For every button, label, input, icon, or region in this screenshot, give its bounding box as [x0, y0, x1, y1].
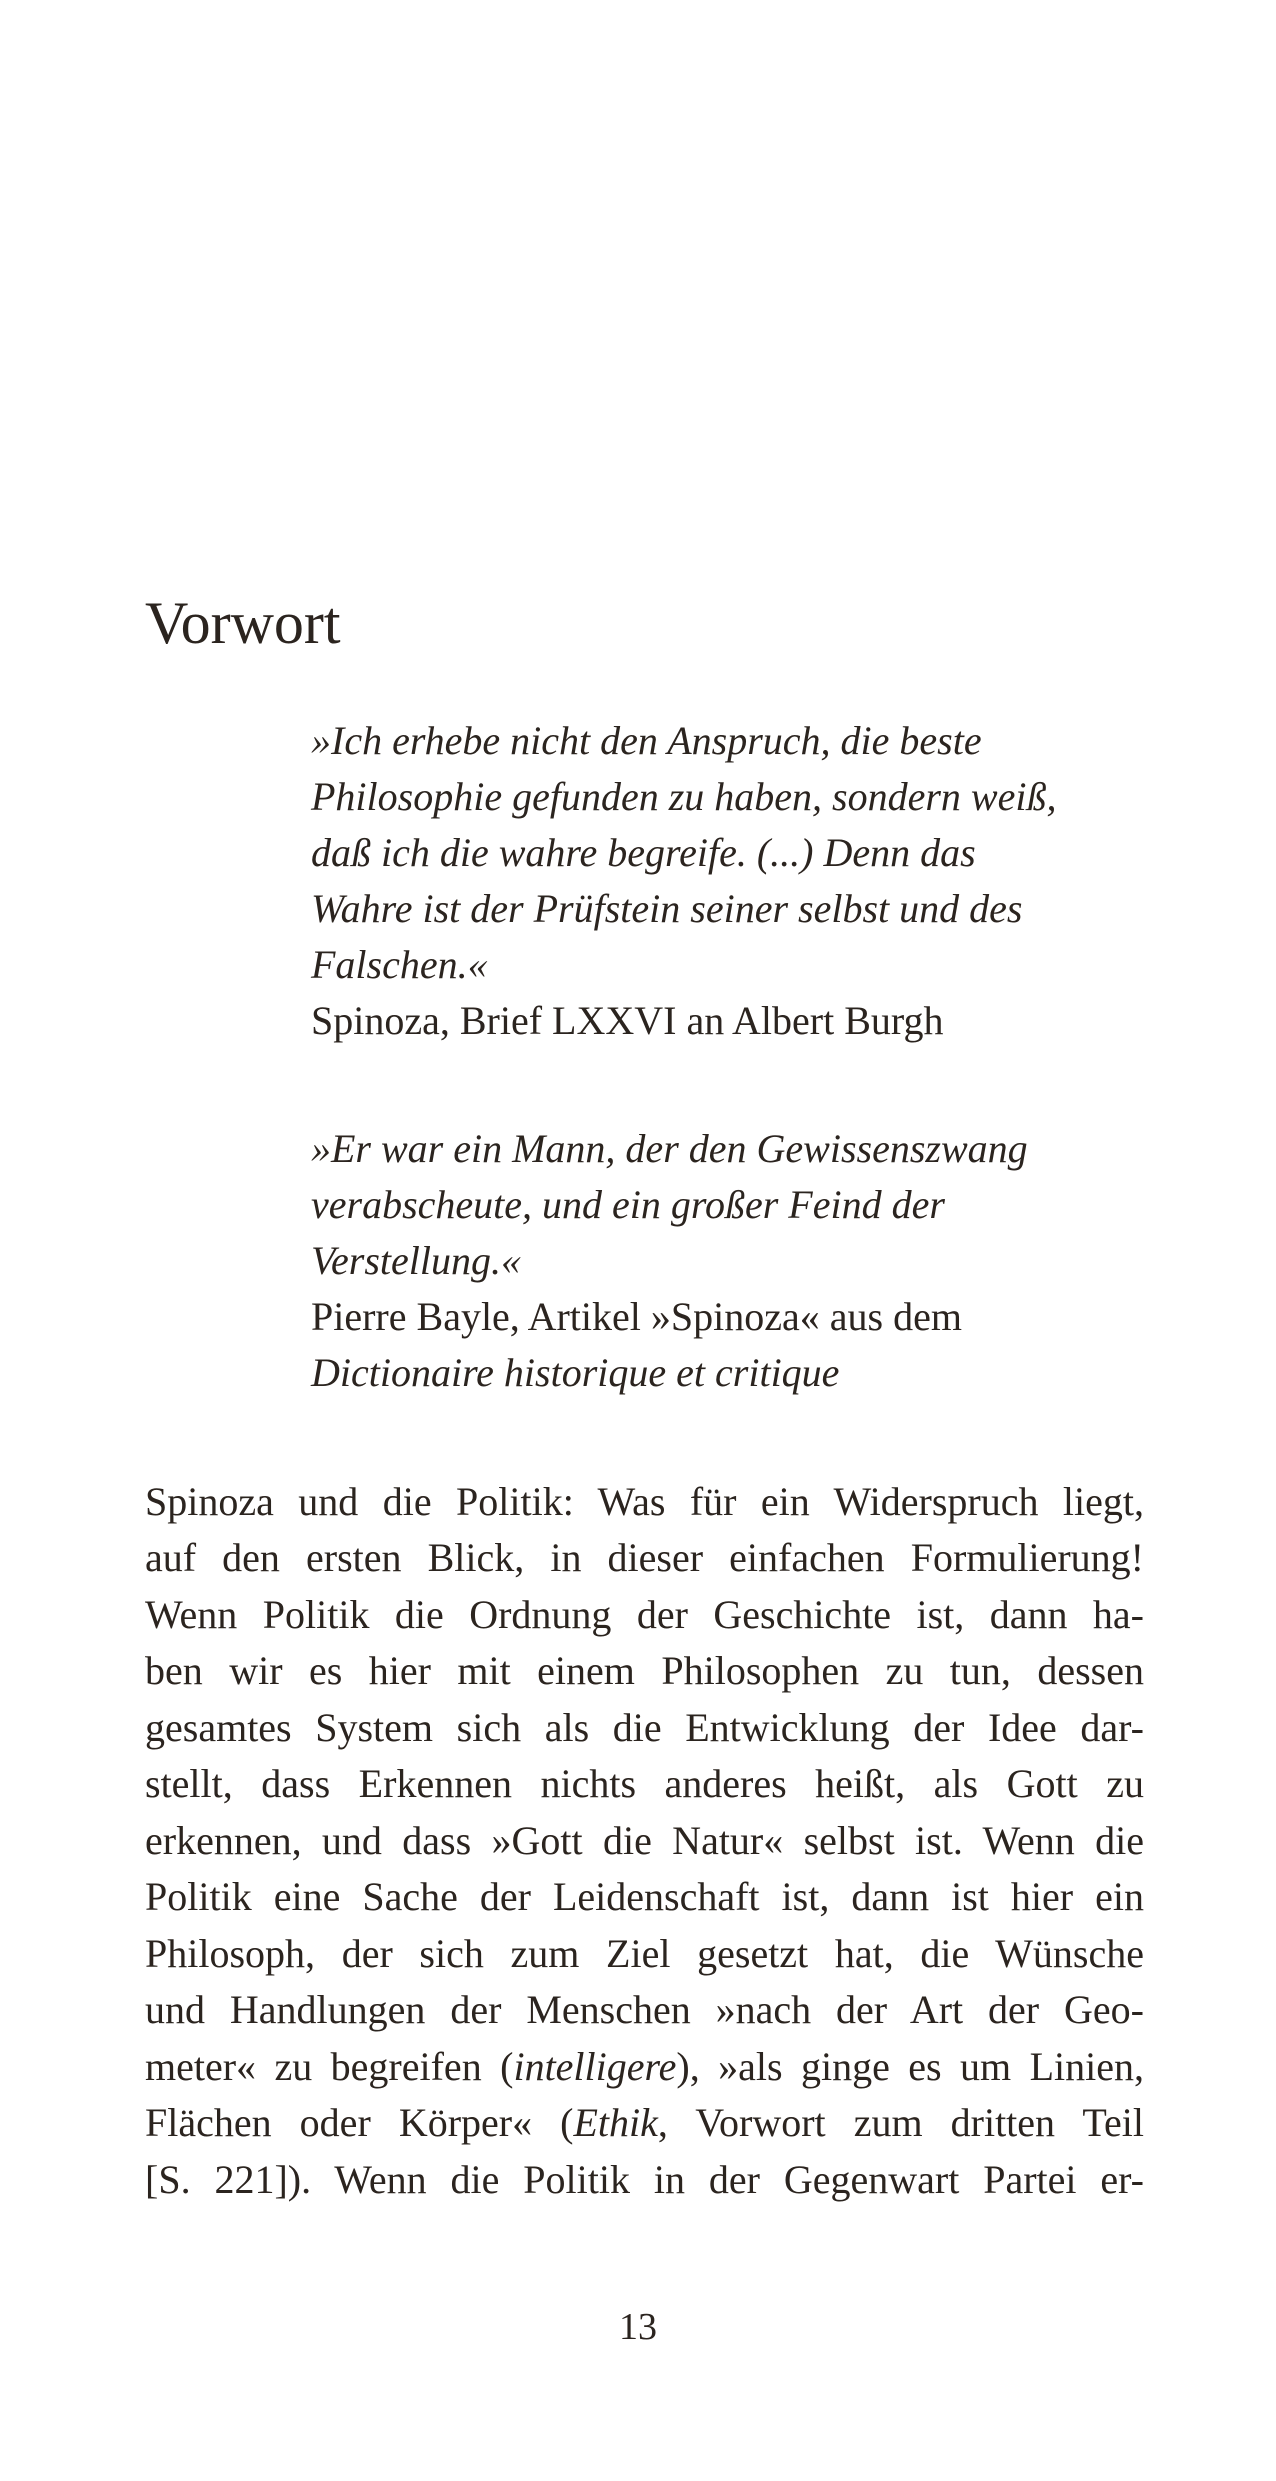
page-number: 13: [619, 2306, 657, 2348]
body-line: Wenn Politik die Ordnung der Geschichte ist, dann ha-: [145, 1592, 1144, 1637]
body-text: meter« zu begreifen (: [145, 2044, 514, 2089]
quote-attribution: Spinoza, Brief LXXVI an Albert Burgh: [311, 998, 944, 1043]
body-text: , Vorwort zum dritten Teil: [657, 2100, 1145, 2145]
body-text: Flächen oder Körper« (: [145, 2100, 574, 2145]
latin-term: intelligere: [513, 2044, 677, 2089]
quote-line: Verstellung.«: [311, 1238, 521, 1283]
body-text: ), »als ginge es um Linien,: [676, 2044, 1145, 2089]
quote-attribution-work: Dictionaire historique et critique: [311, 1350, 840, 1395]
quote-line: Philosophie gefunden zu haben, sondern weiß,: [311, 774, 1057, 819]
body-line: auf den ersten Blick, in dieser einfachen Formulierung!: [145, 1535, 1144, 1580]
body-line: [S. 221]). Wenn die Politik in der Gegenwart Partei er-: [145, 2157, 1144, 2202]
body-line: stellt, dass Erkennen nichts anderes heißt, als Gott zu: [145, 1761, 1144, 1806]
quote-attribution: Pierre Bayle, Artikel »Spinoza« aus dem: [311, 1294, 962, 1339]
body-line: erkennen, und dass »Gott die Natur« selbst ist. Wenn die: [145, 1818, 1144, 1863]
quote-line: Wahre ist der Prüfstein seiner selbst und des: [311, 886, 1023, 931]
body-line: gesamtes System sich als die Entwicklung der Idee dar-: [145, 1705, 1144, 1750]
body-line: [145, 2099, 1144, 2147]
body-line: ben wir es hier mit einem Philosophen zu tun, dessen: [145, 1648, 1144, 1693]
quote-line: daß ich die wahre begreife. (...) Denn das: [311, 830, 976, 875]
work-title: Ethik: [573, 2100, 658, 2145]
quote-line: »Ich erhebe nicht den Anspruch, die beste: [311, 718, 982, 763]
body-line: und Handlungen der Menschen »nach der Art der Geo-: [145, 1987, 1144, 2032]
chapter-title: Vorwort: [145, 590, 341, 656]
body-line: Spinoza und die Politik: Was für ein Widerspruch liegt,: [145, 1479, 1144, 1524]
body-line: Philosoph, der sich zum Ziel gesetzt hat, die Wünsche: [145, 1931, 1144, 1976]
quote-line: verabscheute, und ein großer Feind der: [311, 1182, 945, 1227]
body-line: Politik eine Sache der Leidenschaft ist, dann ist hier ein: [145, 1874, 1144, 1919]
body-line: [145, 2043, 1144, 2091]
quote-line: »Er war ein Mann, der den Gewissenszwang: [311, 1126, 1028, 1171]
quote-line: Falschen.«: [311, 942, 488, 987]
